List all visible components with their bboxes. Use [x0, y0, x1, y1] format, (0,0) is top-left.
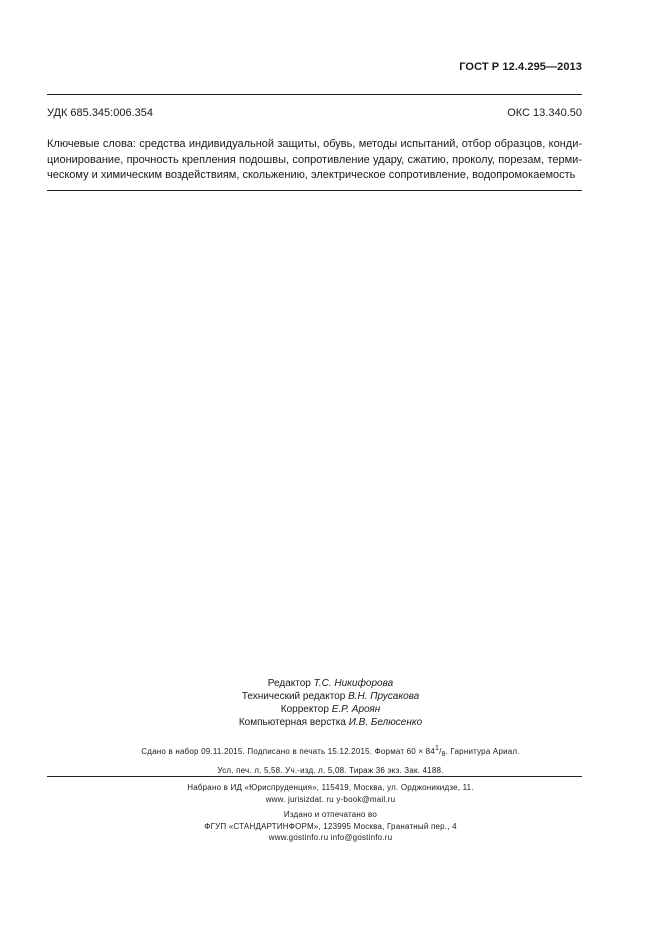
layout-name: И.В. Белюсенко — [348, 717, 423, 728]
keywords-line: ционирование, прочность крепления подошвы, сопротивление удару, сжатию, проколу, порезам, терми- — [47, 153, 582, 166]
standard-number: ГОСТ Р 12.4.295—2013 — [459, 61, 582, 73]
publisher-address: ФГУП «СТАНДАРТИНФОРМ», 123995 Москва, Гранатный пер., 4 — [204, 821, 457, 831]
format-superscript: 1 — [434, 745, 440, 752]
format-slash: / — [439, 747, 442, 756]
tech-editor-name: В.Н. Прусакова — [348, 691, 420, 702]
print-typeface: . Гарнитура Ариал. — [445, 747, 520, 756]
divider-keywords — [47, 190, 582, 191]
credits-block — [0, 677, 661, 729]
keywords-line: Ключевые слова: средства индивидуальной защиты, обувь, методы испытаний, отбор образцов, конди- — [47, 138, 582, 150]
oks-code: ОКС 13.340.50 — [507, 107, 582, 119]
published-label: Издано и отпечатано во — [283, 810, 378, 819]
keywords-paragraph — [47, 137, 582, 184]
keywords-line: ческому и химическим воздействиям, скольжению, электрическое сопротивление, водопромокаемость — [47, 169, 576, 181]
divider-top — [47, 94, 582, 95]
corrector-name: Е.Р. Ароян — [331, 704, 381, 715]
publisher-web: www.gostinfo.ru info@gostinfo.ru — [268, 833, 393, 842]
divider-printer — [47, 776, 582, 777]
credit-corrector — [0, 703, 661, 716]
credit-tech-editor — [0, 690, 661, 703]
corrector-role: Корректор — [280, 704, 329, 715]
credit-layout — [0, 716, 661, 729]
print-info-line-1 — [0, 741, 661, 763]
credit-editor — [0, 677, 661, 690]
udk-code: УДК 685.345:006.354 — [47, 107, 153, 119]
editor-name: Т.С. Никифорова — [313, 678, 394, 689]
format-subscript: 8 — [441, 751, 446, 758]
print-info — [0, 741, 661, 779]
printer-block — [0, 782, 661, 844]
print-info-line-2: Усл. печ. л. 5,58. Уч.-изд. л. 5,08. Тираж 36 экз. Зак. 4188. — [217, 766, 444, 775]
typeset-web: www. jurisizdat. ru y-book@mail.ru — [265, 794, 396, 804]
print-dates-format: Сдано в набор 09.11.2015. Подписано в печать 15.12.2015. Формат 60 × 84 — [141, 747, 435, 756]
layout-role: Компьютерная верстка — [238, 717, 346, 728]
typeset-address: Набрано в ИД «Юриспруденция», 115419, Москва, ул. Орджоникидзе, 11. — [187, 783, 474, 792]
tech-editor-role: Технический редактор — [241, 691, 346, 702]
editor-role: Редактор — [267, 678, 311, 689]
